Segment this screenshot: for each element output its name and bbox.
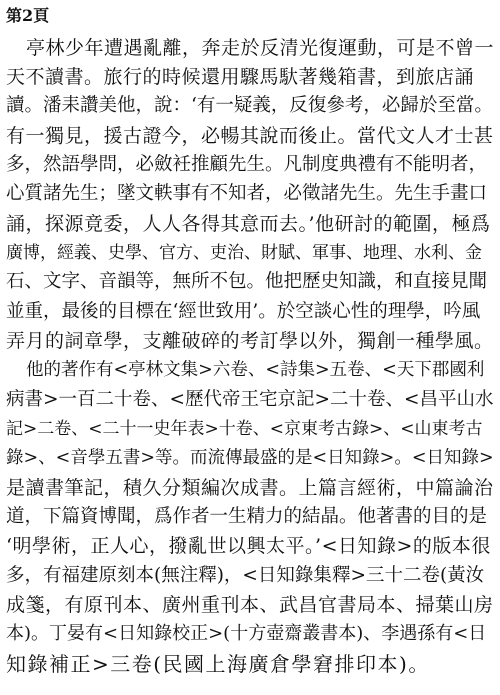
text-line: 成箋，有原刊本、廣州重刊本、武昌官書局本、掃葉山房: [6, 594, 494, 616]
text-line: ‘明學術，正人心，撥亂世以興太平。’<日知錄>的版本很: [6, 535, 491, 557]
text-line: 有一獨見，援古證今，必暢其說而後止。當代文人才士甚: [6, 125, 494, 147]
text-line: 讀。潘耒讚美他，說：‘有一疑義，反復參考，必歸於至當。: [6, 95, 493, 116]
text-line: 天不讀書。旅行的時候還用驟馬馱著幾箱書，到旅店誦: [6, 66, 475, 88]
text-line: 並重，最後的目標在‘經世致用’。於空談心性的理學，吟風: [6, 301, 481, 322]
text-line: 本)。丁晏有<日知錄校正>(十方壺齋叢書本)、李遇孫有<日: [6, 623, 487, 644]
page-number: 第2頁: [6, 6, 50, 25]
text-line: 是讀書筆記，積久分類編次成書。上篇言經術，中篇論治: [6, 477, 494, 499]
text-line: 誦，探源竟委，人人各得其意而去。’他研討的範圍，極爲: [6, 213, 491, 235]
text-line: 廣博，經義、史學、官方、吏治、財賦、軍事、地理、水利、金: [6, 243, 482, 263]
text-line: 病書>一百二十卷、<歷代帝王宅京記>二十卷、<昌平山水: [6, 389, 494, 410]
text-line: 記>二卷、<二十一史年表>十卷、<京東考古錄>、<山東考古: [6, 419, 483, 439]
text-line: 多，有福建原刻本(無注釋)，<日知錄集釋>三十二卷(黃汝: [6, 565, 485, 586]
text-line: 心質諸先生；墜文軼事有不知者，必徵諸先生。先生手畫口: [6, 183, 488, 204]
text-line: 知錄補正>三卷(民國上海廣倉學窘排印本)。: [6, 652, 430, 676]
text-line: 亭林少年遭遇亂離，奔走於反清光復運動，可是不曾一: [26, 37, 495, 59]
text-line: 多，然語學問，必斂衽推顧先生。凡制度典禮有不能明者，: [6, 154, 488, 175]
text-line: 道，下篇資博聞，爲作者一生精力的結晶。他著書的目的是: [6, 506, 488, 527]
text-line: 石、文字、音韻等，無所不包。他把歷史知識，和直接見聞: [6, 271, 488, 292]
text-line: 弄月的詞章學，支離破碎的考訂學以外，獨創一種學風。: [6, 330, 494, 352]
text-line: 他的著作有<亭林文集>六卷、<詩集>五卷、<天下郡國利: [26, 360, 485, 380]
text-line: 錄>、<音學五書>等。而流傳最盛的是<日知錄>。<日知錄>: [6, 448, 494, 468]
